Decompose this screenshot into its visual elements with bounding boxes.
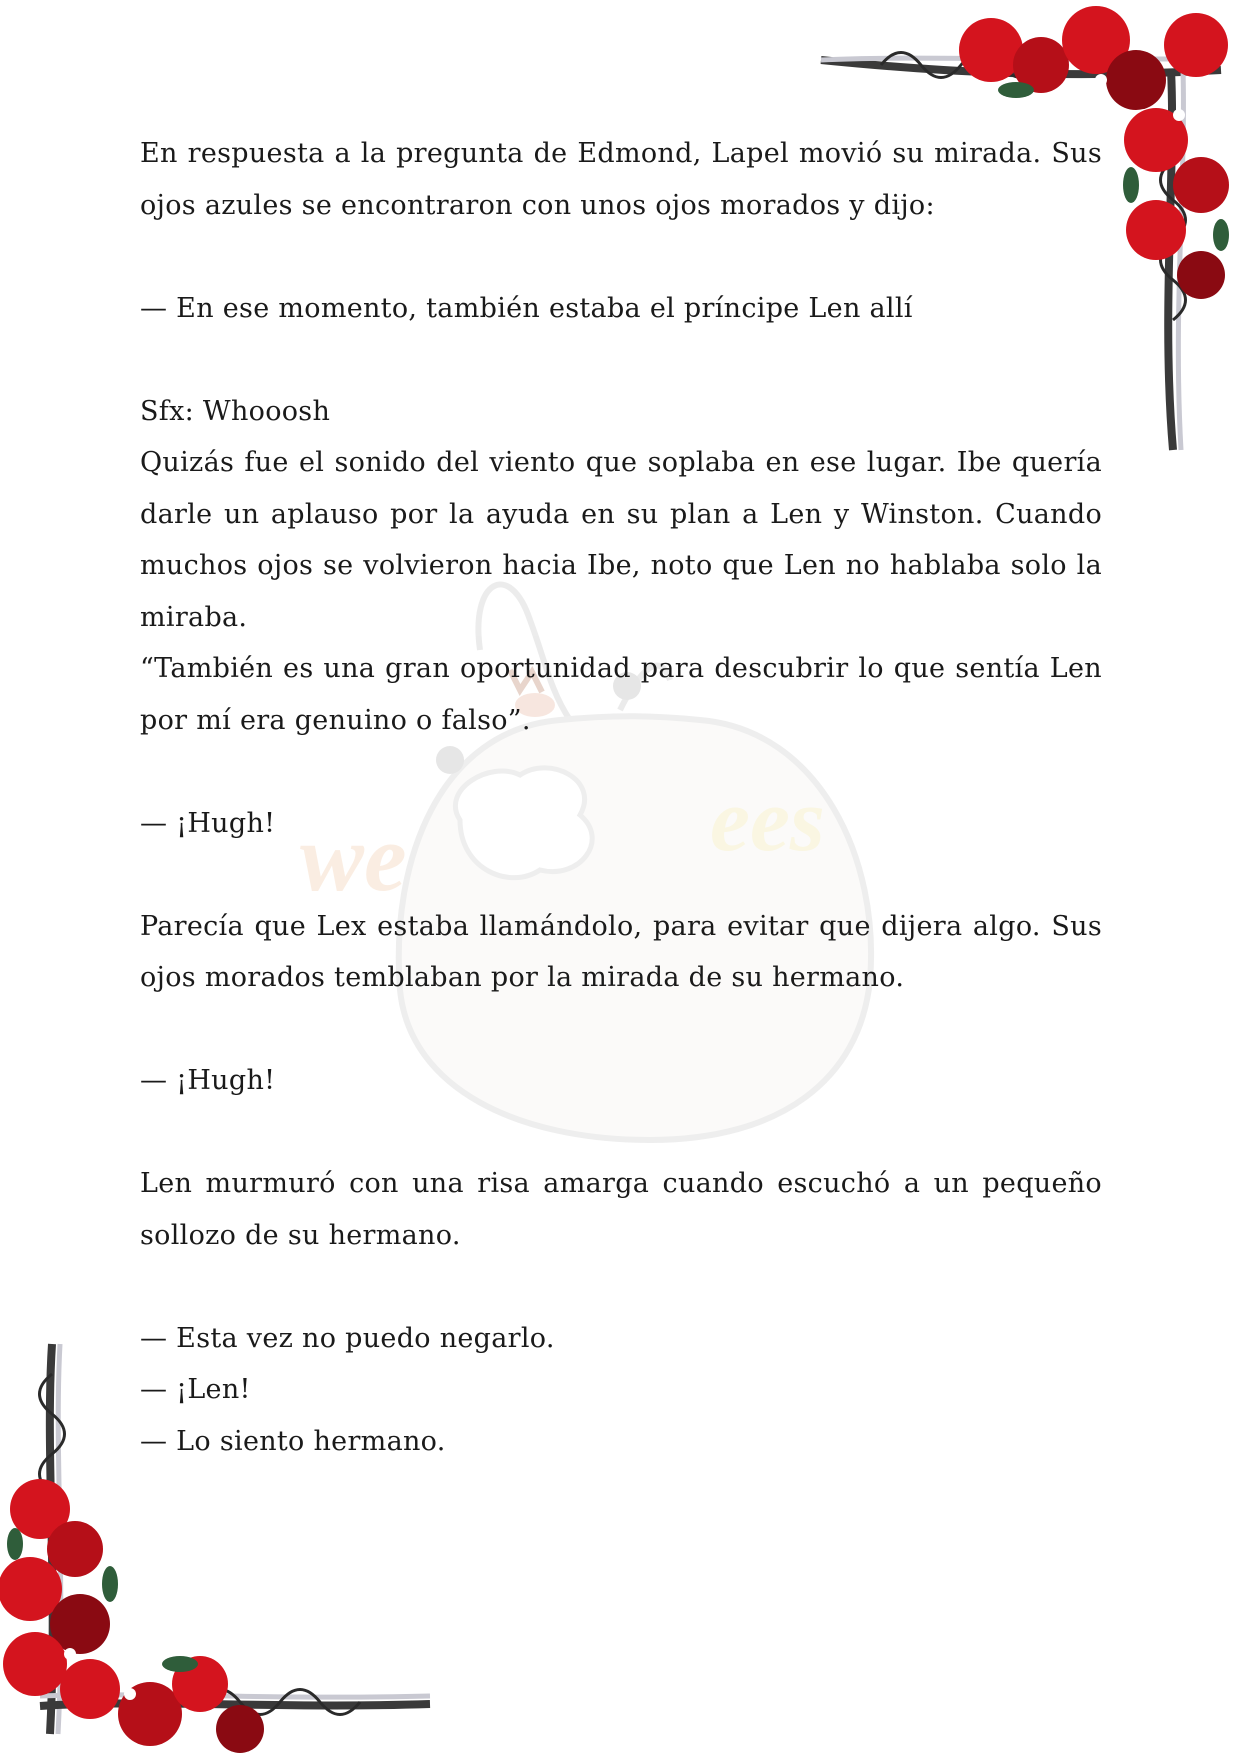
dialogue-line: — ¡Hugh! (140, 807, 276, 839)
paragraph: Quizás fue el sonido del viento que soplaba en ese lugar. Ibe quería darle un aplauso por la ayuda en su plan a Len y Winston. Cuando muchos ojos se volvieron hacia Ibe, noto que Len no hablaba solo la miraba. (140, 447, 1102, 633)
blank-line (140, 1261, 1102, 1313)
blank-line (140, 1107, 1102, 1159)
paragraph: “También es una gran oportunidad para descubrir lo que sentía Len por mí era genuino o falso”. (140, 653, 1102, 736)
blank-line (140, 849, 1102, 901)
document-text (140, 128, 1102, 1467)
blank-line (140, 231, 1102, 283)
dialogue-line: — Lo siento hermano. (140, 1425, 446, 1457)
dialogue-line: — En ese momento, también estaba el príncipe Len allí (140, 292, 913, 324)
blank-line (140, 746, 1102, 798)
sfx-line: Sfx: Whooosh (140, 395, 331, 427)
dialogue-line: — ¡Len! (140, 1374, 251, 1405)
paragraph: En respuesta a la pregunta de Edmond, Lapel movió su mirada. Sus ojos azules se encontraron con unos ojos morados y dijo: (140, 138, 1102, 221)
paragraph: Parecía que Lex estaba llamándolo, para evitar que dijera algo. Sus ojos morados temblaban por la mirada de su hermano. (140, 910, 1102, 993)
svg-text:we: we (300, 804, 407, 911)
dialogue-line: — Esta vez no puedo negarlo. (140, 1322, 555, 1354)
dialogue-line: — ¡Hugh! (140, 1065, 276, 1096)
paragraph: Len murmuró con una risa amarga cuando escuchó a un pequeño sollozo de su hermano. (140, 1168, 1102, 1251)
blank-line (140, 334, 1102, 386)
blank-line (140, 1004, 1102, 1056)
svg-text:ees: ees (710, 771, 825, 870)
